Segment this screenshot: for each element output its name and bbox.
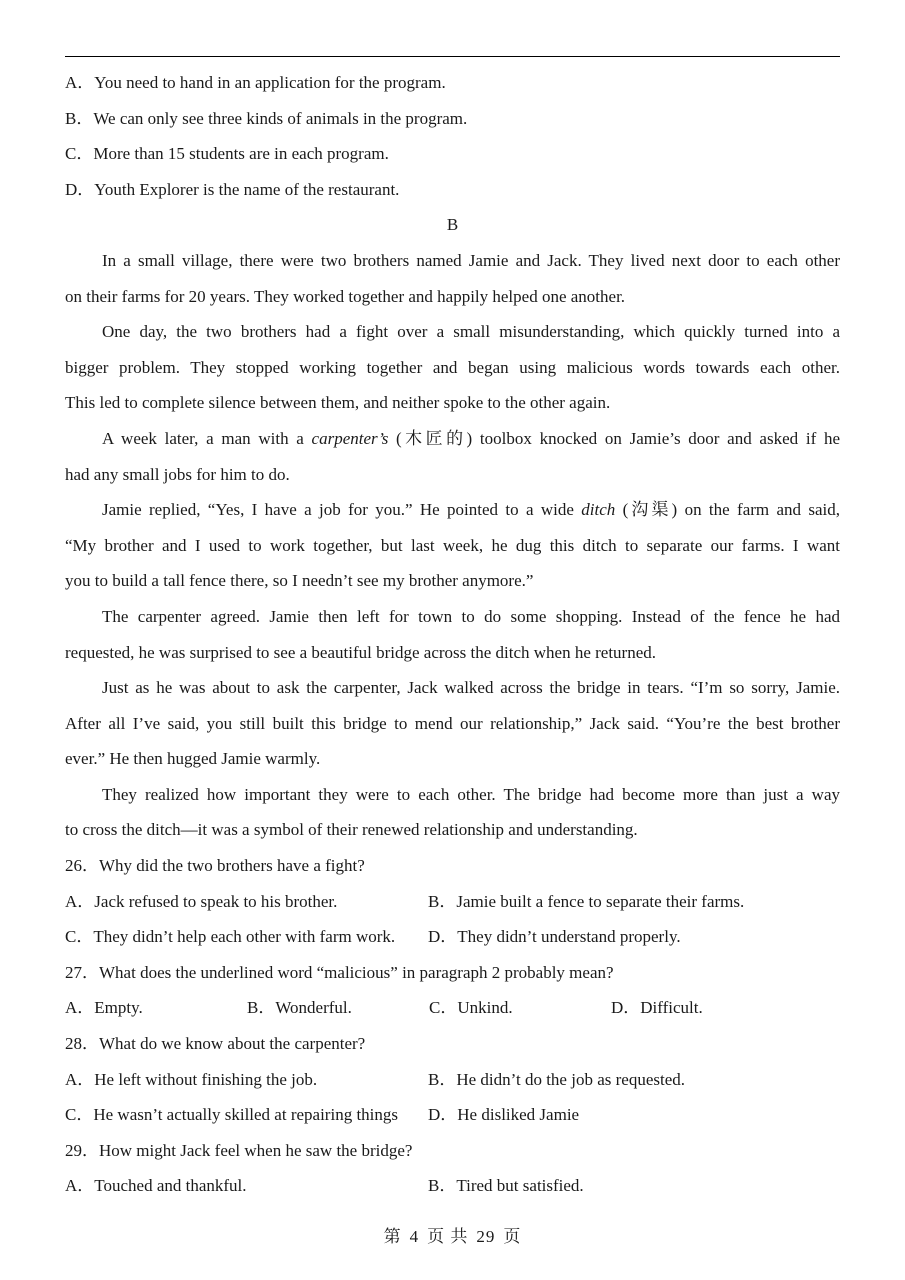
- text-run: A week later, a man with a: [102, 428, 312, 448]
- question-28-options-row-2: [65, 1097, 840, 1133]
- option-b: B．Wonderful.: [247, 998, 352, 1018]
- paragraph-5: [65, 599, 840, 670]
- paragraph-line: Just as he was about to ask the carpenter, Jack walked across the bridge in tears. “I’m so sorry, Jamie.: [102, 678, 840, 698]
- text-run: toolbox knocked on Jamie’s door and asked if he: [472, 428, 840, 448]
- paragraph-line: you to build a tall fence there, so I needn’t see my brother anymore.”: [65, 571, 534, 591]
- paragraph-7: [65, 777, 840, 848]
- option-c: C．Unkind.: [429, 998, 513, 1018]
- paragraph-line: One day, the two brothers had a fight over a small misunderstanding, which quickly turned into a: [102, 322, 840, 342]
- prev-option-a: A．You need to hand in an application for the program.: [65, 73, 446, 92]
- paragraph-line: ever.” He then hugged Jamie warmly.: [65, 749, 321, 769]
- option-a: A．Touched and thankful.: [65, 1176, 247, 1196]
- paragraph-line: requested, he was surprised to see a beautiful bridge across the ditch when he returned.: [65, 642, 657, 662]
- option-b: B．Tired but satisfied.: [428, 1176, 584, 1196]
- option-d: D．Difficult.: [611, 998, 703, 1018]
- option-d: D．They didn’t understand properly.: [428, 927, 681, 947]
- question-28-options-row-1: [65, 1062, 840, 1098]
- question-26-options-row-2: [65, 919, 840, 955]
- paragraph-line: The carpenter agreed. Jamie then left for town to do some shopping. Instead of the fence he had: [102, 606, 840, 626]
- paragraph-line: bigger problem. They stopped working together and began using malicious words towards each other.: [65, 357, 840, 377]
- vocab-term: carpenter’s: [311, 428, 389, 448]
- header-rule: [65, 56, 840, 57]
- paragraph-line: on their farms for 20 years. They worked together and happily helped one another.: [65, 286, 626, 306]
- option-a: A．Jack refused to speak to his brother.: [65, 891, 338, 911]
- paragraph-line: This led to complete silence between them, and neither spoke to the other again.: [65, 393, 611, 413]
- question-28-stem: 28．What do we know about the carpenter?: [65, 1034, 366, 1054]
- paragraph-line: They realized how important they were to each other. The bridge had become more than just a way: [102, 784, 840, 804]
- vocab-gloss: (沟渠): [615, 500, 678, 520]
- footer-mid: 页 共: [427, 1227, 469, 1246]
- section-label: B: [446, 215, 459, 235]
- footer-suffix: 页: [503, 1227, 522, 1246]
- paragraph-1: [65, 243, 840, 314]
- paragraph-line: In a small village, there were two brothers named Jamie and Jack. They lived next door to each other: [102, 250, 840, 270]
- question-27-stem: 27．What does the underlined word “malicious” in paragraph 2 probably mean?: [65, 962, 614, 982]
- footer-prefix: 第: [383, 1227, 402, 1246]
- paragraph-3: [65, 421, 840, 492]
- footer-page-number: 4: [409, 1227, 420, 1246]
- paragraph-4: [65, 492, 840, 599]
- question-26-options-row-1: [65, 884, 840, 920]
- option-a: A．Empty.: [65, 998, 143, 1018]
- paragraph-2: [65, 314, 840, 421]
- option-a: A．He left without finishing the job.: [65, 1069, 318, 1089]
- question-29-options-row-1: [65, 1168, 840, 1204]
- option-b: B．Jamie built a fence to separate their farms.: [428, 891, 745, 911]
- question-29-stem: 29．How might Jack feel when he saw the bridge?: [65, 1140, 413, 1160]
- prev-option-c: C．More than 15 students are in each program.: [65, 144, 389, 164]
- text-run: Jamie replied, “Yes, I have a job for you.” He pointed to a wide: [102, 500, 582, 520]
- question-27-options-row: [65, 990, 840, 1026]
- option-b: B．He didn’t do the job as requested.: [428, 1069, 686, 1089]
- option-c: C．They didn’t help each other with farm work.: [65, 927, 396, 947]
- prev-option-b: B．We can only see three kinds of animals in the program.: [65, 108, 468, 128]
- paragraph-6: [65, 670, 840, 777]
- option-d: D．He disliked Jamie: [428, 1105, 580, 1125]
- footer-total-pages: 29: [476, 1227, 496, 1246]
- question-26-stem: 26．Why did the two brothers have a fight?: [65, 856, 365, 876]
- paragraph-line: had any small jobs for him to do.: [65, 464, 290, 484]
- option-c: C．He wasn’t actually skilled at repairing things: [65, 1105, 399, 1125]
- paragraph-line: After all I’ve said, you still built this bridge to mend our relationship,” Jack said. “You’re the best brother: [65, 713, 840, 733]
- vocab-gloss: (木匠的): [388, 428, 473, 448]
- paragraph-line: [65, 421, 840, 457]
- vocab-term: ditch: [581, 500, 616, 520]
- page-footer: [0, 1222, 905, 1247]
- paragraph-line: to cross the ditch—it was a symbol of their renewed relationship and understanding.: [65, 820, 638, 840]
- prev-option-d: D．Youth Explorer is the name of the restaurant.: [65, 179, 400, 199]
- paragraph-line: “My brother and I used to work together, but last week, he dug this ditch to separate our farms. I want: [65, 535, 840, 555]
- text-run: on the farm and said,: [677, 500, 840, 520]
- paragraph-line: [65, 492, 840, 528]
- page-content: [65, 65, 840, 1204]
